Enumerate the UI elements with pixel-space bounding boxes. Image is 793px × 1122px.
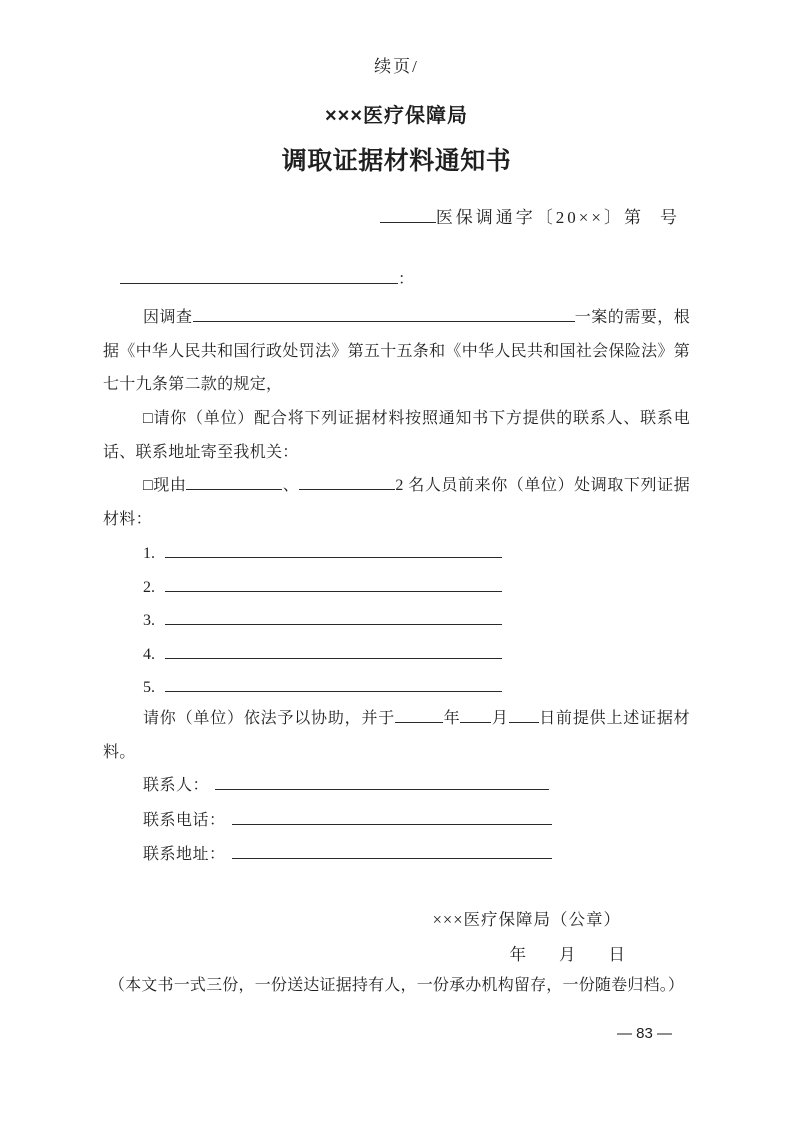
contact-person-blank[interactable]	[215, 773, 549, 790]
page-title	[0, 141, 793, 177]
evidence-item-row-2	[103, 571, 690, 605]
doc-number-prefix: 医保调通字〔20××〕第	[435, 208, 644, 227]
copies-distribution-note	[0, 972, 793, 995]
signature-month-label: 月	[559, 945, 576, 964]
evidence-item-5-blank[interactable]	[165, 675, 502, 692]
visit-option-paragraph	[103, 469, 690, 536]
visit-option-tail: 2 名人员前来你（单位）处调取下列证据材料：	[103, 477, 690, 528]
evidence-list	[103, 537, 690, 705]
doc-number-agency-blank[interactable]	[380, 206, 436, 223]
evidence-item-row-5	[103, 671, 690, 705]
visit-option-checkbox[interactable]: □	[143, 477, 154, 494]
issuing-org-text: ×××医疗保障局	[324, 105, 469, 127]
evidence-item-row-4	[103, 638, 690, 672]
staff-name-2-blank[interactable]	[299, 473, 395, 490]
page-title-text: 调取证据材料通知书	[281, 147, 512, 175]
assist-tail: 日前提供上述证据材料。	[103, 710, 690, 761]
evidence-item-2-blank[interactable]	[165, 575, 502, 592]
evidence-item-row-1	[103, 537, 690, 571]
evidence-item-3-blank[interactable]	[165, 608, 502, 625]
page-number-text: — 83 —	[616, 1025, 672, 1042]
evidence-item-row-3	[103, 604, 690, 638]
staff-name-1-blank[interactable]	[186, 473, 282, 490]
copies-note-text: （本文书一式三份，一份送达证据持有人，一份承办机构留存，一份随卷归档。）	[108, 977, 685, 994]
evidence-item-number: 4.	[143, 645, 155, 663]
contact-address-row	[103, 838, 690, 873]
issuing-org-name	[0, 99, 793, 128]
contact-person-row	[103, 769, 690, 804]
mail-option-paragraph	[103, 402, 690, 469]
contact-block	[103, 769, 690, 873]
addressee-line	[120, 266, 414, 294]
signature-date-line	[0, 941, 793, 965]
evidence-item-number: 5.	[143, 679, 155, 696]
deadline-month-blank[interactable]	[460, 706, 491, 723]
contact-phone-blank[interactable]	[232, 808, 552, 825]
continued-page-label	[0, 52, 793, 77]
addressee-colon: ：	[398, 271, 415, 288]
evidence-item-1-blank[interactable]	[165, 541, 502, 558]
evidence-item-number: 1.	[143, 545, 155, 562]
assist-lead: 请你（单位）依法予以协助，并于	[143, 710, 396, 727]
contact-address-label: 联系地址：	[143, 846, 226, 863]
addressee-blank[interactable]	[120, 267, 398, 284]
contact-address-blank[interactable]	[232, 842, 552, 859]
doc-number-suffix: 号	[660, 208, 680, 227]
deadline-year-label: 年	[443, 710, 461, 727]
investigation-paragraph	[103, 301, 690, 402]
evidence-item-number: 2.	[143, 578, 155, 596]
visit-option-lead: 现由	[153, 477, 187, 494]
signature-day-label: 日	[608, 945, 625, 964]
contact-person-label: 联系人：	[143, 777, 210, 794]
mail-option-checkbox[interactable]: □	[143, 410, 154, 427]
continued-page-text: 续页/	[374, 57, 419, 76]
deadline-day-blank[interactable]	[509, 706, 539, 723]
mail-option-text: 请你（单位）配合将下列证据材料按照通知书下方提供的联系人、联系电话、联系地址寄至我机关：	[103, 410, 690, 461]
investigation-tail: 一案的需要，根据《中华人民共和国行政处罚法》第五十五条和《中华人民共和国社会保险法》第七十九条第二款的规定，	[103, 309, 690, 393]
contact-phone-label: 联系电话：	[143, 811, 226, 829]
page-number	[0, 1025, 793, 1042]
contact-phone-row	[103, 804, 690, 839]
case-name-blank[interactable]	[193, 305, 575, 322]
visit-option-separator: 、	[282, 477, 300, 494]
assist-paragraph	[103, 702, 690, 769]
deadline-year-blank[interactable]	[395, 706, 443, 723]
evidence-item-number: 3.	[143, 612, 155, 629]
signature-org-line	[0, 906, 793, 930]
deadline-month-label: 月	[491, 710, 509, 727]
evidence-item-4-blank[interactable]	[165, 642, 502, 659]
investigation-lead: 因调查	[143, 309, 193, 326]
signature-org-text: ×××医疗保障局（公章）	[432, 910, 621, 929]
signature-year-label: 年	[509, 945, 526, 964]
doc-number-line	[0, 203, 793, 228]
